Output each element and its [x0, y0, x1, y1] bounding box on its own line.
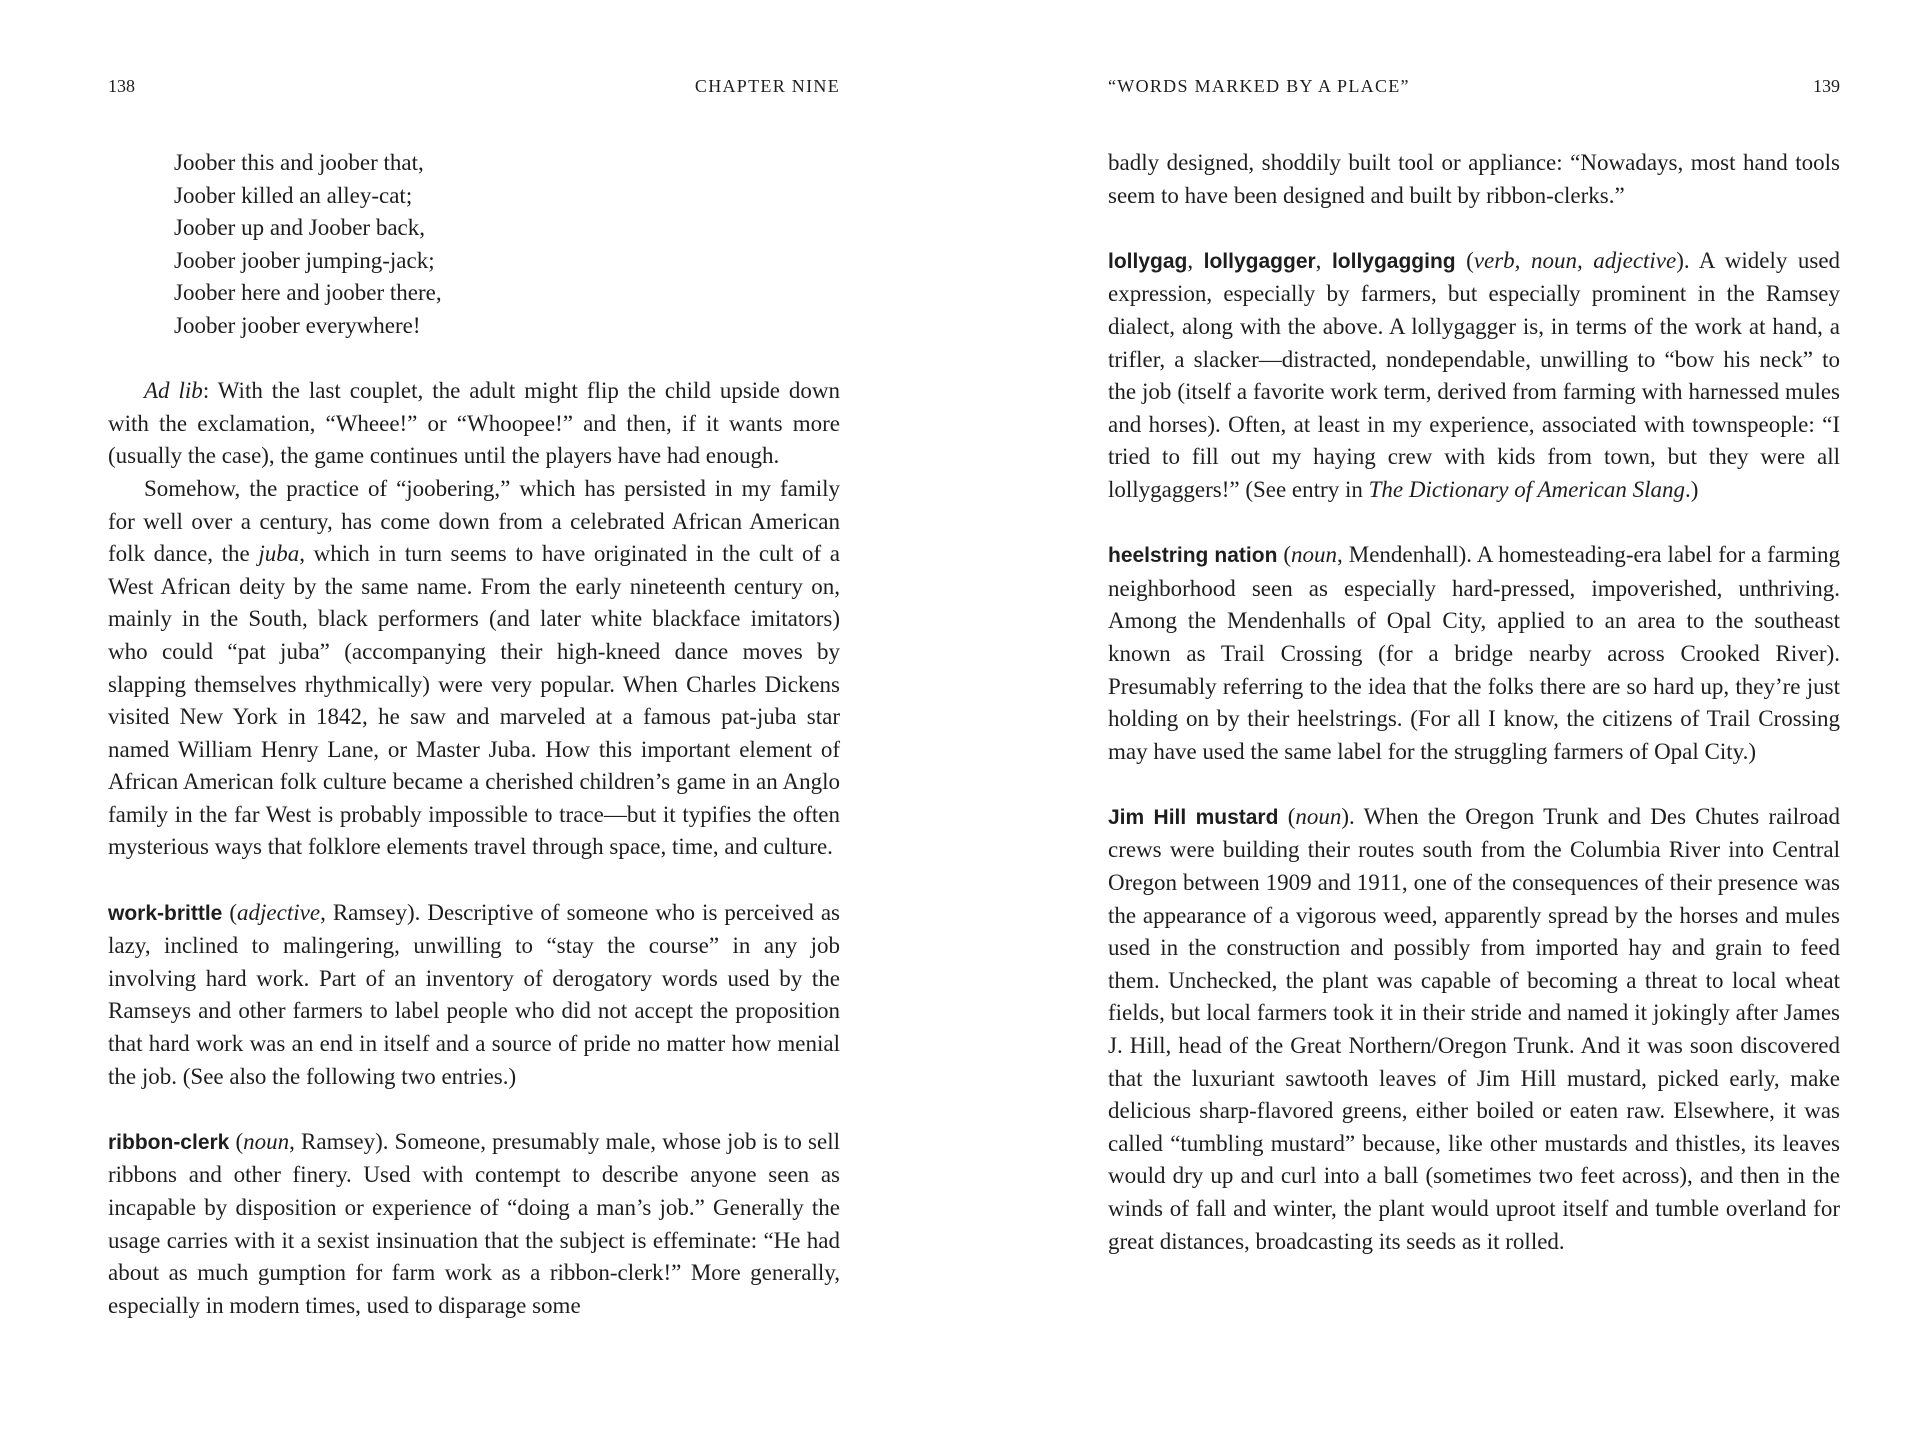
headword: lollygagger [1203, 249, 1316, 273]
punct: .) [1685, 476, 1699, 502]
continuation-paragraph: badly designed, shoddily built tool or appliance: “Nowadays, most hand tools seem to have been designed and built by ribbon-clerks.” [1108, 150, 1840, 208]
verse-line: Joober up and Joober back, [174, 215, 426, 241]
chapter-title: CHAPTER NINE [694, 76, 840, 96]
citation: The Dictionary of American Slang [1368, 476, 1686, 502]
headword: lollygagging [1331, 249, 1456, 273]
verse-block [174, 147, 840, 343]
adlib-text: : With the last couplet, the adult might flip the child upside down with the exclamation, “Wheee!” or “Whoopee!” and then, if it wants more (usually the case), the game continues until the players have had enough. [108, 378, 840, 469]
part-of-speech: noun [1291, 542, 1338, 568]
punct: , [1315, 247, 1332, 273]
punct: ( [1277, 542, 1292, 568]
entry-jim-hill-mustard [1108, 801, 1840, 1258]
punct: ( [229, 1128, 244, 1154]
punct: ( [222, 899, 238, 925]
section-title: “WORDS MARKED BY A PLACE” [1108, 76, 1410, 96]
verse-line: Joober this and joober that, [174, 150, 424, 175]
headword: work-brittle [108, 901, 223, 925]
part-of-speech: adjective [237, 899, 321, 925]
definition: When the Oregon Trunk and Des Chutes railroad crews were building their routes south from the Columbia River into Central Oregon between 1909 and 1911, one of the consequences of their presence was the appearance of a vigorous weed, apparently spread by the horses and mules used in the construction and possibly from imported hay and grain to feed them. Unchecked, the plant was capable of becoming a threat to local wheat fields, but local farmers took it in their stride and named it jokingly after James J. Hill, head of the Great Northern/Oregon Trunk. And it was soon discovered that the luxuriant sawtooth leaves of Jim Hill mustard, picked early, make delicious sharp-flavored greens, either boiled or eaten raw. Elsewhere, it was called “tumbling mustard” because, like other mustards and thistles, its leaves would dry up and curl into a ball (sometimes two feet across), and then in the winds of fall and winter, the plant would uproot itself and tumble overland for great distances, broadcasting its seeds as it rolled. [1108, 803, 1840, 1254]
right-page-text [1108, 147, 1840, 1258]
source: , Ramsey). [289, 1128, 395, 1154]
headword: heelstring nation [1108, 544, 1278, 568]
verse-line: Joober joober everywhere! [174, 312, 421, 338]
juba-paragraph [108, 473, 840, 864]
definition: Descriptive of someone who is perceived as lazy, inclined to malingering, unwilling to “stay the course” in any job involving hard work. Part of an inventory of derogatory words used by the Ramseys and other farmers to label people who did not accept the proposition that hard work was an end in itself and a source of pride no matter how menial the job. (See also the following two entries.) [108, 899, 840, 1089]
headword: Jim Hill mustard [1108, 805, 1279, 829]
right-running-head [1108, 76, 1840, 106]
definition: Someone, presumably male, whose job is to sell ribbons and other finery. Used with contempt to describe anyone seen as incapable by disposition or experience of “doing a man’s job.” Generally the usage carries with it a sexist insinuation that the subject is effeminate: “He had about as much gumption for farm work as a ribbon-clerk!” More generally, especially in modern times, used to disparage some [108, 1128, 840, 1318]
definition: A homesteading-era label for a farming neighborhood seen as especially hard-pressed, impoverished, unthriving. Among the Mendenhalls of Opal City, applied to an area to the southeast known as Trail Crossing (for a bridge nearby across Crooked River). Presumably referring to the idea that the folks there are so hard up, they’re just holding on by their heelstrings. (For all I know, the citizens of Trail Crossing may have used the same label for the struggling farmers of Opal City.) [1108, 542, 1840, 764]
adlib-label: Ad lib [144, 378, 203, 404]
headword: ribbon-clerk [108, 1130, 230, 1154]
punct: , [1187, 247, 1204, 273]
entry-heelstring-nation [1108, 539, 1840, 768]
punct: ). [1341, 803, 1364, 829]
verse-line: Joober joober jumping-jack; [174, 247, 435, 273]
entry-ribbon-clerk [108, 1126, 840, 1323]
part-of-speech: verb, noun, adjective [1473, 247, 1677, 273]
punct: ( [1455, 247, 1474, 273]
page-number-right: 139 [1813, 76, 1840, 96]
entry-lollygag [1108, 245, 1840, 507]
definition: A widely used expression, especially by farmers, but especially prominent in the Ramsey dialect, along with the above. A lollygagger is, in terms of the work at hand, a trifler, a slacker—distracted, nondependable, unwilling to “bow his neck” to the job (itself a favorite work term, derived from farming with harnessed mules and horses). Often, at least in my experience, associated with townspeople: “I tried to fill out my haying crew with kids from town, but they were all lollygaggers!” (See entry in [1108, 247, 1841, 502]
left-running-head [108, 76, 840, 106]
part-of-speech: noun [1295, 803, 1342, 829]
punct: ). [1676, 247, 1699, 273]
juba-text-2: , which in turn seems to have originated in the cult of a West African deity by the same name. From the early nineteenth century on, mainly in the South, black performers (and later white blackface imitators) who could “pat juba” (accompanying their high-kneed dance moves by slapping themselves rhythmically) were very popular. When Charles Dickens visited New York in 1842, he saw and marveled at a famous pat-juba star named William Henry Lane, or Master Juba. How this important element of African American folk culture became a cherished children’s game in an Anglo family in the far West is probably impossible to trace—but it typifies the often mysterious ways that folklore elements travel through space, time, and culture. [108, 541, 840, 860]
right-page [1108, 0, 1840, 1440]
page-number-left: 138 [108, 76, 135, 96]
verse-line: Joober killed an alley-cat; [174, 182, 413, 208]
punct: ( [1278, 803, 1296, 829]
source: , Ramsey). [320, 899, 428, 925]
part-of-speech: noun [243, 1128, 290, 1154]
left-page-text [108, 147, 840, 1322]
juba-italic: juba [258, 541, 300, 567]
juba-text-1: Somehow, the practice of “joobering,” which has persisted in my family for well over a century, has come down from a celebrated African American folk dance, the [108, 475, 840, 567]
adlib-paragraph [108, 375, 840, 473]
headword: lollygag [1108, 249, 1188, 273]
entry-work-brittle [108, 897, 840, 1094]
source: , Mendenhall). [1337, 542, 1477, 568]
verse-line: Joober here and joober there, [174, 280, 442, 306]
left-page [108, 0, 840, 1440]
